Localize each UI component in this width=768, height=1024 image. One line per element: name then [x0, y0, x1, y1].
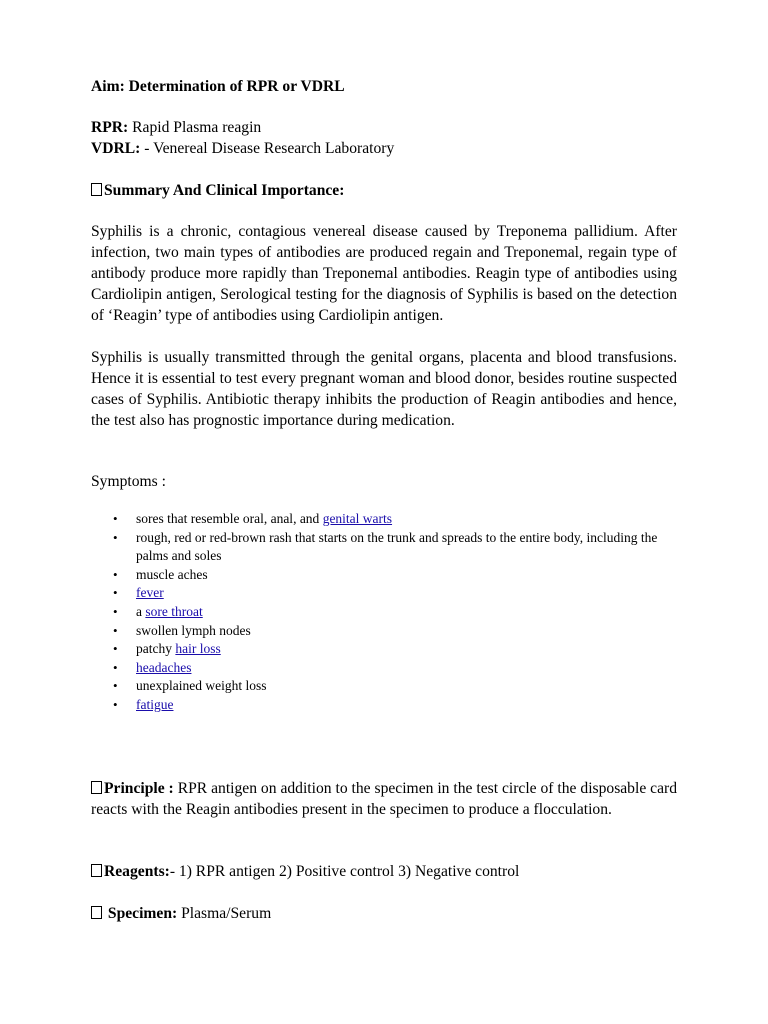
symptom-text: patchy: [136, 641, 176, 657]
symptom-text: swollen lymph nodes: [136, 622, 251, 638]
missing-glyph-icon: [91, 906, 102, 919]
symptom-text: sores that resemble oral, anal, and: [136, 511, 323, 526]
aim-heading: Aim: Determination of RPR or VDRL: [91, 78, 345, 95]
missing-glyph-icon: [91, 864, 102, 877]
symptom-link[interactable]: sore throat: [145, 603, 203, 619]
symptom-item: [91, 603, 671, 622]
symptom-item: [91, 510, 671, 529]
symptom-text: a: [136, 603, 146, 619]
symptom-item: [91, 640, 671, 659]
symptom-text: muscle aches: [136, 566, 208, 582]
symptom-item: [91, 529, 671, 566]
rpr-definition: RPR: Rapid Plasma reagin: [91, 119, 262, 136]
symptom-link[interactable]: fever: [136, 585, 164, 601]
vdrl-definition: VDRL: - Venereal Disease Research Laboratory: [91, 140, 395, 157]
summary-heading: Summary And Clinical Importance:: [91, 180, 677, 201]
symptom-item: [91, 659, 671, 678]
missing-glyph-icon: [91, 781, 102, 794]
symptom-item: [91, 622, 671, 641]
symptoms-list: [91, 510, 671, 715]
symptom-link[interactable]: fatigue: [136, 696, 174, 712]
symptom-item: [91, 677, 671, 696]
symptom-item: [91, 566, 671, 585]
symptom-link[interactable]: genital warts: [322, 511, 393, 526]
summary-paragraph-2: Syphilis is usually transmitted through the genital organs, placenta and blood transfusions. Hence it is essential to test every pregnant woman and blood donor, besides routine suspected cases of Syphilis. Antibiotic therapy inhibits the production of Reagin antibodies and hence, the test also has prognostic importance during medication.: [91, 349, 677, 429]
symptom-text: unexplained weight loss: [136, 678, 267, 694]
summary-paragraph-1: Syphilis is a chronic, contagious venereal disease caused by Treponema pallidium. After infection, two main types of antibodies are produced regain and Treponemal, regain type of antibody produce more rapidly than Treponemal antibodies. Reagin type of antibodies using Cardiolipin antigen, Serological testing for the diagnosis of Syphilis is based on the detection of ‘Reagin’ type of antibodies using Cardiolipin antigen.: [91, 223, 677, 324]
symptom-link[interactable]: headaches: [136, 659, 192, 675]
symptom-link[interactable]: hair loss: [175, 641, 221, 657]
missing-glyph-icon: [91, 183, 102, 196]
specimen-line: Specimen: Plasma/Serum: [91, 903, 677, 924]
symptom-text: rough, red or red-brown rash that starts on the trunk and spreads to the entire body, including the palms and soles: [136, 529, 658, 564]
principle-paragraph: Principle : RPR antigen on addition to the specimen in the test circle of the disposable card reacts with the Reagin antibodies present in the specimen to produce a flocculation.: [91, 780, 677, 818]
reagents-line: Reagents:- 1) RPR antigen 2) Positive control 3) Negative control: [91, 861, 677, 882]
symptom-item: [91, 696, 671, 715]
symptoms-label: Symptoms :: [91, 473, 166, 490]
symptom-item: [91, 584, 671, 603]
